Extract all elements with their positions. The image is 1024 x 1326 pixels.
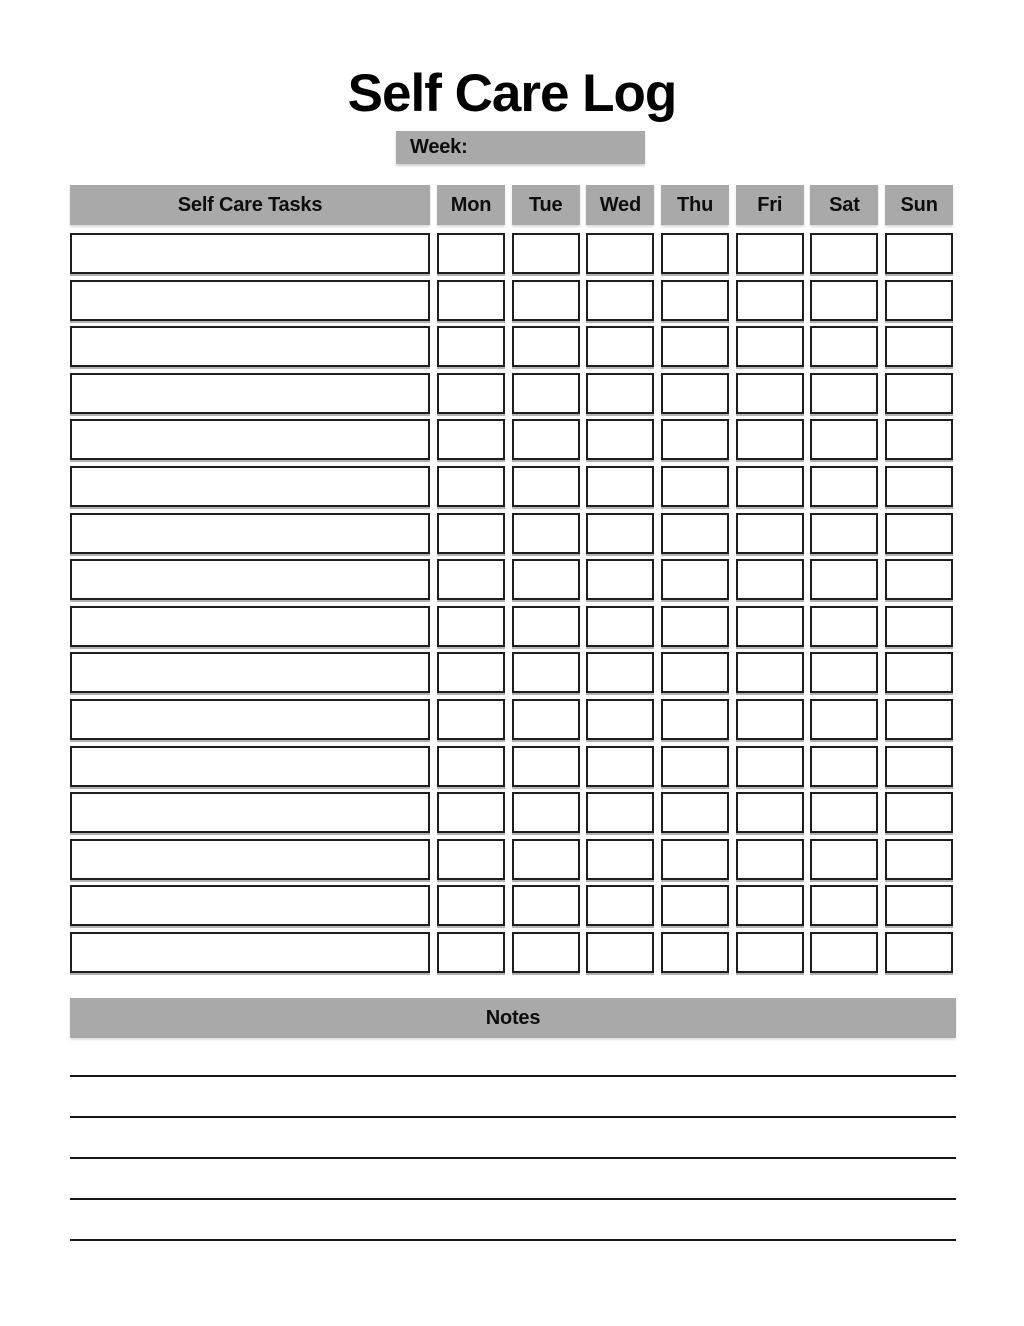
check-cell-mon[interactable] <box>437 932 505 973</box>
check-cell-mon[interactable] <box>437 233 505 274</box>
check-cell-wed[interactable] <box>586 839 654 880</box>
check-cell-wed[interactable] <box>586 559 654 600</box>
check-cell-fri[interactable] <box>736 280 804 321</box>
check-cell-sun[interactable] <box>885 699 953 740</box>
check-cell-mon[interactable] <box>437 280 505 321</box>
check-cell-sat[interactable] <box>810 932 878 973</box>
check-cells <box>437 839 953 880</box>
table-row <box>70 699 956 740</box>
check-cells <box>437 792 953 833</box>
check-cell-thu[interactable] <box>661 606 729 647</box>
check-cell-thu[interactable] <box>661 373 729 414</box>
check-cell-tue[interactable] <box>512 513 580 554</box>
task-input-cell[interactable] <box>70 885 430 926</box>
table-row <box>70 559 956 600</box>
column-header-tasks: Self Care Tasks <box>70 185 430 225</box>
check-cells <box>437 932 953 973</box>
task-input-cell[interactable] <box>70 326 430 367</box>
check-cells <box>437 373 953 414</box>
check-cell-tue[interactable] <box>512 699 580 740</box>
check-cell-thu[interactable] <box>661 280 729 321</box>
check-cells <box>437 513 953 554</box>
check-cells <box>437 466 953 507</box>
check-cell-tue[interactable] <box>512 373 580 414</box>
check-cell-sun[interactable] <box>885 466 953 507</box>
check-cells <box>437 699 953 740</box>
check-cells <box>437 326 953 367</box>
check-cells <box>437 280 953 321</box>
check-cell-mon[interactable] <box>437 513 505 554</box>
check-cell-mon[interactable] <box>437 466 505 507</box>
check-cell-mon[interactable] <box>437 419 505 460</box>
day-header-sun: Sun <box>885 185 953 225</box>
task-input-cell[interactable] <box>70 839 430 880</box>
check-cell-tue[interactable] <box>512 746 580 787</box>
table-row <box>70 373 956 414</box>
check-cell-wed[interactable] <box>586 280 654 321</box>
check-cell-sat[interactable] <box>810 419 878 460</box>
table-row <box>70 606 956 647</box>
check-cell-sat[interactable] <box>810 559 878 600</box>
check-cell-wed[interactable] <box>586 652 654 693</box>
check-cell-fri[interactable] <box>736 932 804 973</box>
table-row <box>70 885 956 926</box>
check-cell-wed[interactable] <box>586 326 654 367</box>
check-cells <box>437 885 953 926</box>
task-input-cell[interactable] <box>70 466 430 507</box>
check-cell-sun[interactable] <box>885 792 953 833</box>
check-cell-fri[interactable] <box>736 326 804 367</box>
check-cell-sun[interactable] <box>885 326 953 367</box>
table-row <box>70 419 956 460</box>
notes-line[interactable] <box>70 1200 956 1241</box>
check-cell-sat[interactable] <box>810 606 878 647</box>
notes-line[interactable] <box>70 1077 956 1118</box>
day-header-mon: Mon <box>437 185 505 225</box>
check-cell-sat[interactable] <box>810 839 878 880</box>
table-row <box>70 326 956 367</box>
check-cell-thu[interactable] <box>661 792 729 833</box>
check-cells <box>437 559 953 600</box>
check-cell-wed[interactable] <box>586 373 654 414</box>
check-cell-fri[interactable] <box>736 652 804 693</box>
task-input-cell[interactable] <box>70 513 430 554</box>
task-input-cell[interactable] <box>70 746 430 787</box>
check-cell-wed[interactable] <box>586 233 654 274</box>
check-cell-sun[interactable] <box>885 885 953 926</box>
check-cell-tue[interactable] <box>512 885 580 926</box>
check-cell-tue[interactable] <box>512 326 580 367</box>
check-cell-thu[interactable] <box>661 466 729 507</box>
table-row <box>70 513 956 554</box>
check-cell-fri[interactable] <box>736 699 804 740</box>
notes-line[interactable] <box>70 1159 956 1200</box>
check-cell-mon[interactable] <box>437 559 505 600</box>
check-cell-sun[interactable] <box>885 233 953 274</box>
table-row <box>70 932 956 973</box>
check-cell-sat[interactable] <box>810 233 878 274</box>
check-cell-fri[interactable] <box>736 513 804 554</box>
check-cell-sat[interactable] <box>810 280 878 321</box>
check-cell-tue[interactable] <box>512 792 580 833</box>
task-input-cell[interactable] <box>70 606 430 647</box>
check-cell-sat[interactable] <box>810 652 878 693</box>
check-cell-fri[interactable] <box>736 466 804 507</box>
table-row <box>70 466 956 507</box>
table-row <box>70 280 956 321</box>
week-label: Week: <box>410 136 468 158</box>
check-cell-sun[interactable] <box>885 932 953 973</box>
check-cells <box>437 652 953 693</box>
check-cell-mon[interactable] <box>437 699 505 740</box>
check-cells <box>437 746 953 787</box>
check-cell-fri[interactable] <box>736 885 804 926</box>
check-cell-sun[interactable] <box>885 373 953 414</box>
check-cell-wed[interactable] <box>586 513 654 554</box>
check-cell-mon[interactable] <box>437 606 505 647</box>
check-cell-fri[interactable] <box>736 233 804 274</box>
table-row <box>70 746 956 787</box>
check-cell-tue[interactable] <box>512 932 580 973</box>
check-cell-thu[interactable] <box>661 419 729 460</box>
day-header-tue: Tue <box>512 185 580 225</box>
task-input-cell[interactable] <box>70 233 430 274</box>
task-input-cell[interactable] <box>70 373 430 414</box>
check-cell-thu[interactable] <box>661 885 729 926</box>
check-cell-tue[interactable] <box>512 559 580 600</box>
check-cell-mon[interactable] <box>437 885 505 926</box>
check-cell-mon[interactable] <box>437 652 505 693</box>
table-row <box>70 839 956 880</box>
check-cell-sat[interactable] <box>810 746 878 787</box>
check-cell-wed[interactable] <box>586 699 654 740</box>
notes-line[interactable] <box>70 1118 956 1159</box>
check-cell-wed[interactable] <box>586 746 654 787</box>
check-cell-sun[interactable] <box>885 839 953 880</box>
check-cell-fri[interactable] <box>736 559 804 600</box>
check-cell-sat[interactable] <box>810 326 878 367</box>
notes-line[interactable] <box>70 1036 956 1077</box>
check-cell-tue[interactable] <box>512 233 580 274</box>
task-input-cell[interactable] <box>70 280 430 321</box>
check-cells <box>437 233 953 274</box>
check-cell-tue[interactable] <box>512 280 580 321</box>
task-input-cell[interactable] <box>70 419 430 460</box>
check-cell-tue[interactable] <box>512 652 580 693</box>
check-cell-sun[interactable] <box>885 746 953 787</box>
check-cell-fri[interactable] <box>736 839 804 880</box>
check-cell-thu[interactable] <box>661 513 729 554</box>
check-cell-mon[interactable] <box>437 373 505 414</box>
check-cell-wed[interactable] <box>586 419 654 460</box>
check-cell-thu[interactable] <box>661 559 729 600</box>
table-row <box>70 233 956 274</box>
week-input[interactable] <box>468 131 645 164</box>
check-cell-sun[interactable] <box>885 652 953 693</box>
check-cell-mon[interactable] <box>437 746 505 787</box>
check-cell-fri[interactable] <box>736 373 804 414</box>
day-header-thu: Thu <box>661 185 729 225</box>
check-cell-fri[interactable] <box>736 419 804 460</box>
check-cell-sun[interactable] <box>885 513 953 554</box>
day-header-sat: Sat <box>810 185 878 225</box>
tracker-header-row <box>70 185 956 225</box>
check-cells <box>437 419 953 460</box>
notes-header: Notes <box>70 998 956 1038</box>
check-cells <box>437 606 953 647</box>
check-cell-wed[interactable] <box>586 932 654 973</box>
check-cell-thu[interactable] <box>661 233 729 274</box>
task-input-cell[interactable] <box>70 932 430 973</box>
check-cell-wed[interactable] <box>586 792 654 833</box>
check-cell-sat[interactable] <box>810 699 878 740</box>
check-cell-sat[interactable] <box>810 466 878 507</box>
check-cell-thu[interactable] <box>661 652 729 693</box>
check-cell-fri[interactable] <box>736 606 804 647</box>
check-cell-mon[interactable] <box>437 326 505 367</box>
check-cell-fri[interactable] <box>736 746 804 787</box>
check-cell-tue[interactable] <box>512 419 580 460</box>
task-input-cell[interactable] <box>70 792 430 833</box>
check-cell-mon[interactable] <box>437 792 505 833</box>
task-input-cell[interactable] <box>70 652 430 693</box>
day-header-fri: Fri <box>736 185 804 225</box>
notes-lines <box>70 1036 956 1241</box>
check-cell-thu[interactable] <box>661 746 729 787</box>
table-row <box>70 792 956 833</box>
check-cell-sun[interactable] <box>885 419 953 460</box>
table-row <box>70 652 956 693</box>
check-cell-thu[interactable] <box>661 326 729 367</box>
check-cell-tue[interactable] <box>512 606 580 647</box>
check-cell-thu[interactable] <box>661 699 729 740</box>
check-cell-wed[interactable] <box>586 606 654 647</box>
tracker-table <box>70 185 956 973</box>
check-cell-mon[interactable] <box>437 839 505 880</box>
check-cell-wed[interactable] <box>586 466 654 507</box>
day-headers <box>437 185 953 225</box>
check-cell-sun[interactable] <box>885 280 953 321</box>
day-header-wed: Wed <box>586 185 654 225</box>
check-cell-fri[interactable] <box>736 792 804 833</box>
check-cell-sat[interactable] <box>810 792 878 833</box>
check-cell-tue[interactable] <box>512 839 580 880</box>
check-cell-thu[interactable] <box>661 932 729 973</box>
check-cell-wed[interactable] <box>586 885 654 926</box>
task-input-cell[interactable] <box>70 559 430 600</box>
check-cell-sat[interactable] <box>810 373 878 414</box>
tracker-rows <box>70 233 956 973</box>
check-cell-sat[interactable] <box>810 513 878 554</box>
task-input-cell[interactable] <box>70 699 430 740</box>
page-title: Self Care Log <box>347 64 677 123</box>
check-cell-sun[interactable] <box>885 606 953 647</box>
check-cell-tue[interactable] <box>512 466 580 507</box>
check-cell-thu[interactable] <box>661 839 729 880</box>
check-cell-sun[interactable] <box>885 559 953 600</box>
week-bar <box>396 131 645 164</box>
check-cell-sat[interactable] <box>810 885 878 926</box>
